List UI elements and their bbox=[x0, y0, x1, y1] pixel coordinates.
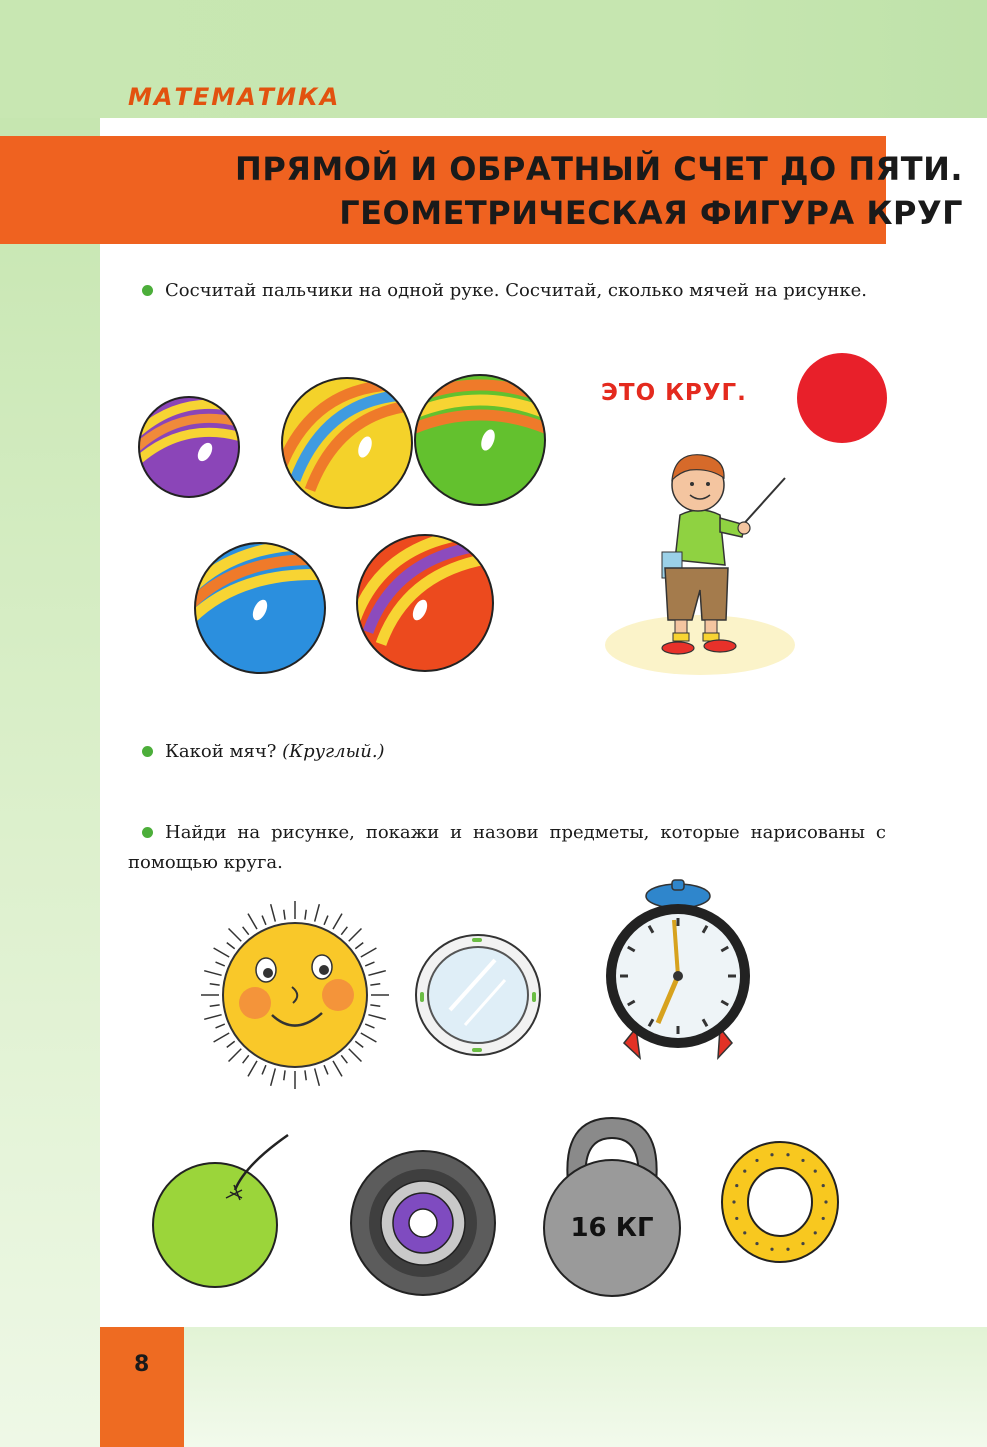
task-3-text: Найди на рисунке, покажи и назови предметы, которые нарисованы с помощью круга. bbox=[128, 822, 886, 873]
mirror-icon bbox=[410, 930, 550, 1060]
this-is-circle-label: ЭТО КРУГ. bbox=[601, 380, 747, 406]
ball-icon bbox=[355, 535, 493, 671]
bullet-icon bbox=[142, 746, 153, 757]
task-1 bbox=[128, 276, 886, 306]
boy-with-pointer-icon bbox=[620, 440, 800, 680]
bagel-icon bbox=[720, 1140, 842, 1265]
ball-icon bbox=[410, 375, 550, 505]
subject-heading: МАТЕМАТИКА bbox=[128, 83, 341, 111]
left-green-band bbox=[0, 118, 100, 1447]
bullet-icon bbox=[142, 285, 153, 296]
page-number-box bbox=[100, 1327, 184, 1447]
balls-illustration bbox=[130, 370, 570, 680]
page-number: 8 bbox=[134, 1352, 150, 1377]
sun-icon bbox=[200, 895, 390, 1095]
bottom-green-band bbox=[100, 1327, 987, 1447]
task-2-answer: (Круглый.) bbox=[282, 741, 385, 762]
weight-label: 16 КГ bbox=[570, 1213, 654, 1243]
ball-icon bbox=[130, 397, 245, 497]
page-title-line-2: ГЕОМЕТРИЧЕСКАЯ ФИГУРА КРУГ bbox=[339, 194, 963, 232]
ball-icon bbox=[190, 543, 330, 673]
task-2 bbox=[128, 737, 886, 767]
page-title-line-1: ПРЯМОЙ И ОБРАТНЫЙ СЧЕТ ДО ПЯТИ. bbox=[235, 150, 963, 188]
kettlebell-icon bbox=[540, 1113, 685, 1303]
task-3 bbox=[128, 818, 886, 878]
apple-icon bbox=[150, 1130, 295, 1290]
bullet-icon bbox=[142, 827, 153, 838]
tire-icon bbox=[350, 1150, 500, 1300]
task-2-text: Какой мяч? bbox=[165, 741, 277, 762]
task-1-text: Сосчитай пальчики на одной руке. Сосчитай, сколько мячей на рисунке. bbox=[165, 280, 868, 301]
red-circle-icon bbox=[796, 352, 888, 444]
alarm-clock-icon bbox=[600, 878, 760, 1063]
ball-icon bbox=[280, 378, 420, 508]
